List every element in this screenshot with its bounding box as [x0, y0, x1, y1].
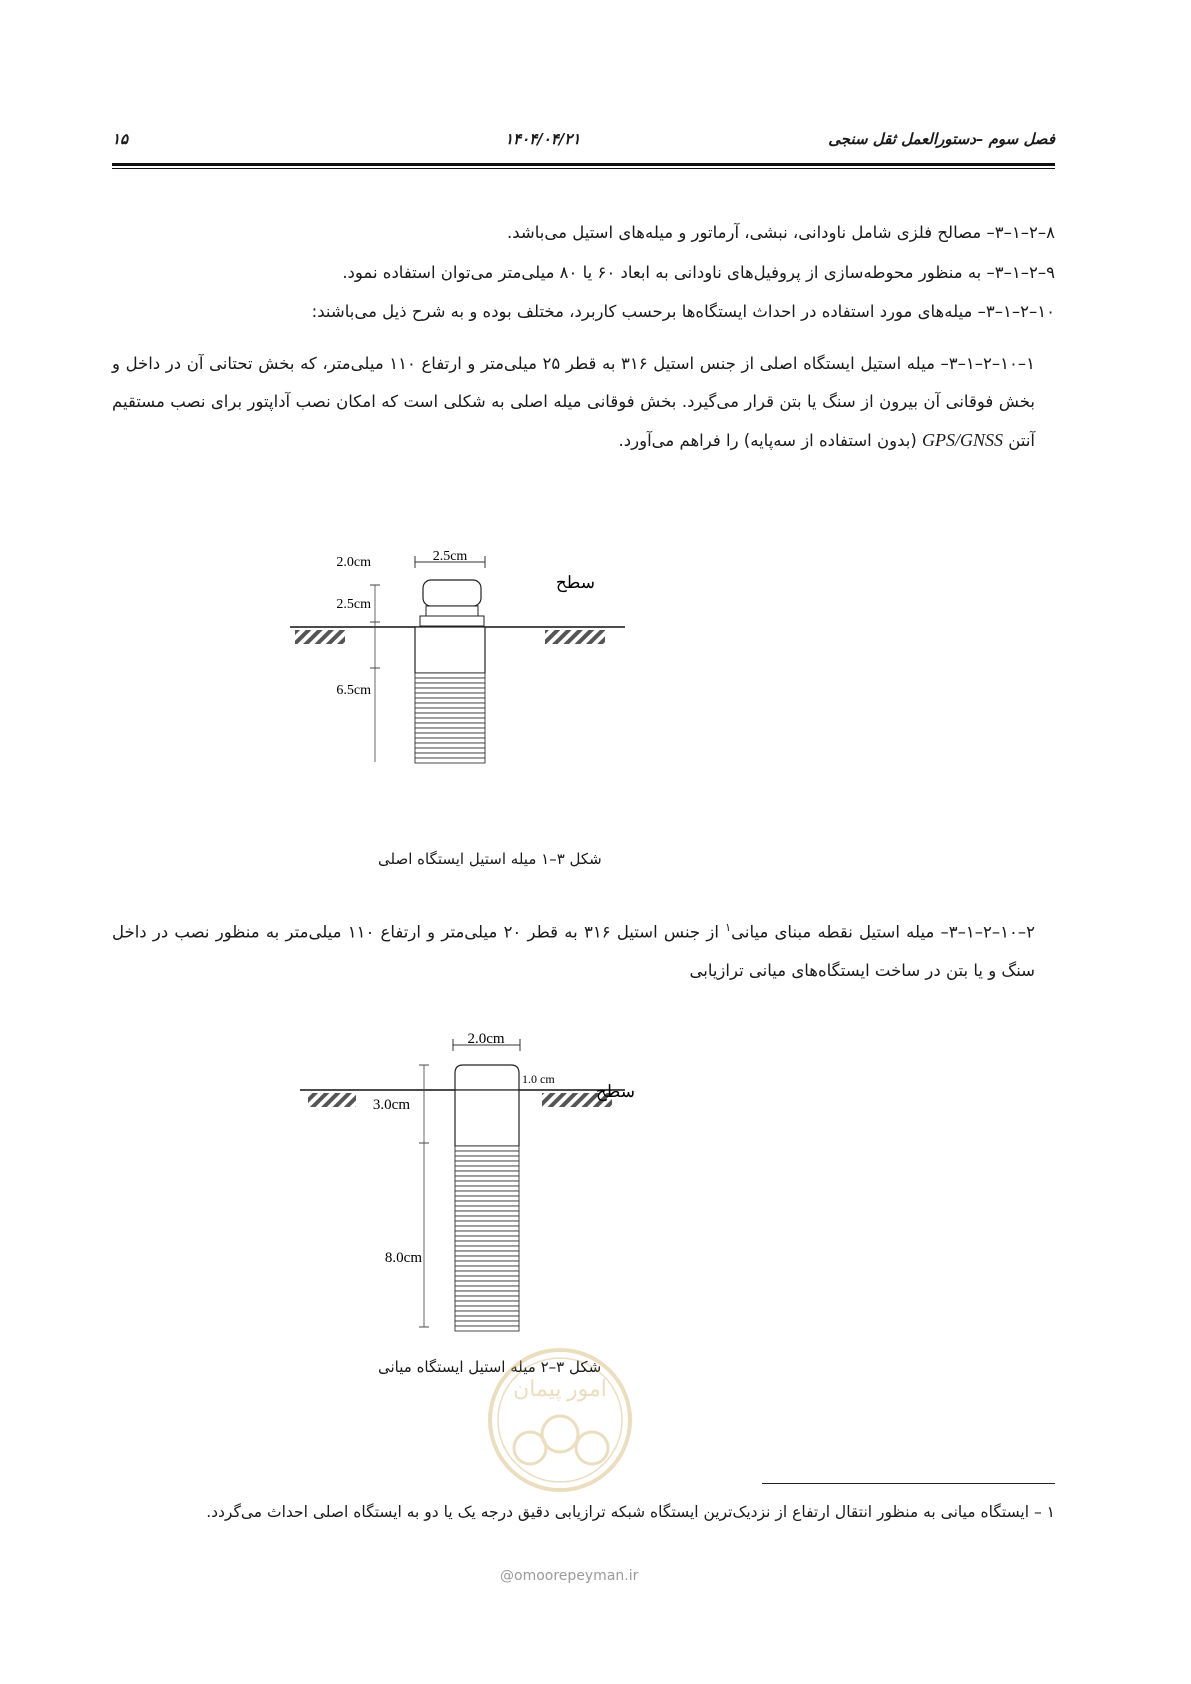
item-8: ۸–۲–۱–۳– مصالح فلزی شامل ناودانی، نبشی، آرماتور و میله‌های استیل می‌باشد. — [507, 223, 1055, 242]
thread-ring — [455, 1231, 519, 1236]
item-10-2-text: ۲–۱۰–۲–۱–۳– میله استیل نقطه مبنای میانی — [731, 922, 1036, 942]
thread-ring — [455, 1326, 519, 1331]
item-10-2 — [112, 909, 1035, 990]
thread-ring — [415, 698, 485, 703]
ground-hatch-right — [545, 630, 605, 644]
thread-ring — [455, 1256, 519, 1261]
header-chapter-title: فصل سوم –دستورالعمل ثقل سنجی — [828, 130, 1055, 148]
watermark-site-text: omoorepeyman.ir — [514, 1568, 639, 1584]
thread-ring — [455, 1261, 519, 1266]
thread-ring — [415, 723, 485, 728]
thread-ring — [415, 693, 485, 698]
thread-ring — [415, 708, 485, 713]
thread-ring — [415, 683, 485, 688]
figure2-width-label: 2.0cm — [467, 1031, 505, 1047]
watermark-logo-text: امور پیمان — [513, 1376, 607, 1401]
thread-ring — [415, 748, 485, 753]
thread-ring — [415, 688, 485, 693]
thread-ring — [455, 1321, 519, 1326]
figure1-caption: شکل ۳–۱ میله استیل ایستگاه اصلی — [378, 850, 602, 868]
thread-ring — [455, 1181, 519, 1186]
watermark-site — [500, 1568, 638, 1584]
thread-ring — [455, 1216, 519, 1221]
rod-cap — [423, 580, 481, 606]
item-9: ۹–۲–۱–۳– به منظور محوطه‌سازی از پروفیل‌های ناودانی به ابعاد ۶۰ یا ۸۰ میلی‌متر می‌توان استفاده نمود. — [342, 263, 1055, 282]
figure-intermediate-station-rod — [290, 1025, 720, 1355]
thread-ring — [455, 1221, 519, 1226]
figure1-surface-label: سطح — [555, 573, 595, 592]
rod-cap — [455, 1065, 519, 1090]
item-10-1 — [112, 345, 1035, 460]
thread-ring — [455, 1266, 519, 1271]
thread-ring — [455, 1251, 519, 1256]
thread-ring — [455, 1306, 519, 1311]
thread-ring — [415, 713, 485, 718]
watermark-logo — [480, 1340, 640, 1500]
thread-ring — [455, 1186, 519, 1191]
thread-ring — [455, 1211, 519, 1216]
footnote-rule — [762, 1483, 1055, 1484]
thread-ring — [455, 1276, 519, 1281]
thread-ring — [415, 718, 485, 723]
figure1-cap-label: 2.0cm — [336, 555, 371, 570]
figure2-caption: شکل ۳–۲ میله استیل ایستگاه میانی — [378, 1358, 602, 1376]
thread-ring — [455, 1291, 519, 1296]
thread-ring — [455, 1246, 519, 1251]
figure2-bottom-label: 8.0cm — [384, 1250, 422, 1266]
thread-ring — [455, 1316, 519, 1321]
item-10-1-text: ۱–۱۰–۲–۱–۳– میله استیل ایستگاه اصلی از جنس استیل ۳۱۶ به قطر ۲۵ میلی‌متر و ارتفاع ۱۱۰ میلی‌متر، که بخش تحتانی آن در داخل و بخش فوقانی آن بیرون از سنگ یا بتن قرار می‌گیرد. بخش فوقانی میله اصلی به شکلی است که امکان نصب آداپتور برای نصب مستقیم آنتن — [112, 354, 1035, 450]
thread-ring — [455, 1311, 519, 1316]
page-number: ۱۵ — [112, 130, 129, 148]
footnote-text: ایستگاه میانی به منظور انتقال ارتفاع از نزدیک‌ترین ایستگاه شبکه ترازیابی دقیق درجه یک یا دو به ایستگاه اصلی احداث می‌گردد. — [206, 1503, 1030, 1521]
thread-ring — [415, 753, 485, 758]
thread-ring — [455, 1146, 519, 1151]
figure2-surface-label: سطح — [595, 1082, 635, 1101]
at-icon: @ — [500, 1568, 514, 1584]
gear-icon — [576, 1432, 608, 1464]
thread-ring — [455, 1286, 519, 1291]
thread-ring — [455, 1301, 519, 1306]
header-rule — [112, 163, 1055, 166]
rod-thread — [455, 1146, 519, 1331]
figure2-mid-label: 3.0cm — [372, 1097, 410, 1113]
item-10-1-text-end: (بدون استفاده از سه‌پایه) را فراهم می‌آورد. — [618, 431, 917, 450]
rod-thread — [415, 673, 485, 763]
thread-ring — [455, 1191, 519, 1196]
thread-ring — [415, 733, 485, 738]
figure2-cap-label: 1.0 cm — [522, 1072, 555, 1086]
figure1-width-label: 2.5cm — [432, 549, 468, 564]
item-10-2-text-end: از جنس استیل ۳۱۶ به قطر ۲۰ میلی‌متر و ارتفاع ۱۱۰ میلی‌متر به منظور نصب در داخل سنگ و یا بتن در ساخت ایستگاه‌های میانی ترازیابی — [112, 922, 1035, 980]
ground-hatch-left — [308, 1093, 356, 1107]
thread-ring — [455, 1271, 519, 1276]
item-10: ۱۰–۲–۱–۳– میله‌های مورد استفاده در احداث ایستگاه‌ها برحسب کاربرد، مختلف بوده و به شرح ذیل می‌باشند: — [311, 302, 1055, 321]
figure1-mid-label: 2.5cm — [336, 597, 371, 612]
header-rule-thin — [112, 168, 1055, 169]
thread-ring — [455, 1156, 519, 1161]
thread-ring — [455, 1281, 519, 1286]
thread-ring — [455, 1296, 519, 1301]
figure1-bottom-label: 6.5cm — [336, 683, 371, 698]
thread-ring — [455, 1161, 519, 1166]
thread-ring — [415, 678, 485, 683]
footnote-ref[interactable]: ۱ — [725, 921, 732, 934]
footnote-marker: ۱ – — [1033, 1503, 1055, 1521]
thread-ring — [455, 1176, 519, 1181]
thread-ring — [415, 758, 485, 763]
gps-gnss-term: GPS/GNSS — [922, 430, 1004, 450]
thread-ring — [415, 673, 485, 678]
thread-ring — [415, 728, 485, 733]
thread-ring — [455, 1196, 519, 1201]
ground-hatch-left — [295, 630, 345, 644]
gear-icon — [542, 1416, 578, 1452]
thread-ring — [455, 1236, 519, 1241]
thread-ring — [455, 1226, 519, 1231]
thread-ring — [415, 743, 485, 748]
thread-ring — [455, 1171, 519, 1176]
thread-ring — [455, 1206, 519, 1211]
rod-body — [415, 627, 485, 673]
thread-ring — [415, 703, 485, 708]
footnote — [132, 1495, 1055, 1529]
rod-body — [455, 1090, 519, 1146]
thread-ring — [455, 1151, 519, 1156]
thread-ring — [415, 738, 485, 743]
thread-ring — [455, 1241, 519, 1246]
figure-main-station-rod — [260, 540, 700, 840]
thread-ring — [455, 1201, 519, 1206]
header-date: ۱۴۰۴/۰۴/۲۱ — [505, 130, 581, 148]
thread-ring — [455, 1166, 519, 1171]
